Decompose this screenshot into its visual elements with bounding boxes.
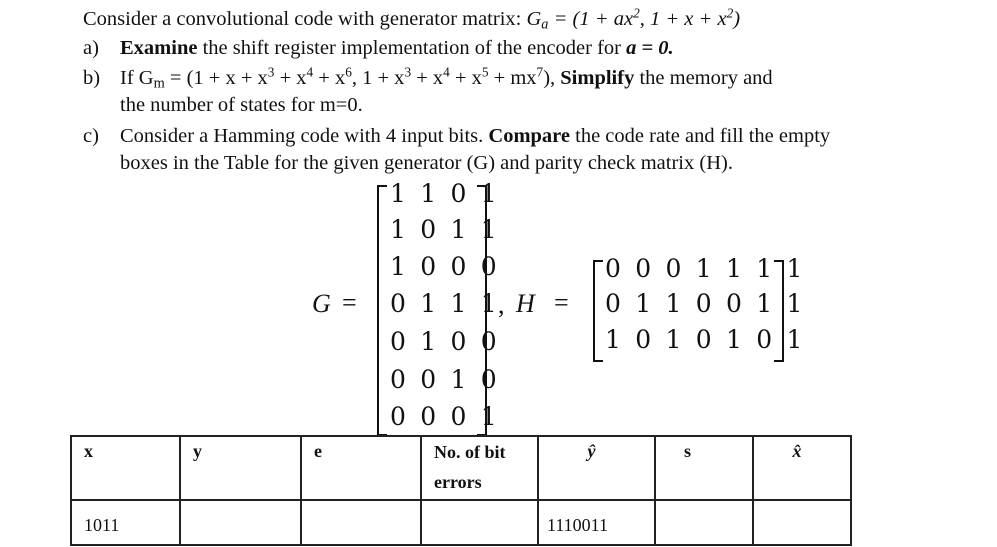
matrix-g-row: 0 0 1 0 <box>390 365 500 394</box>
table-cell-x-hat[interactable] <box>753 500 851 545</box>
table-header-cell <box>753 436 851 500</box>
matrix-h-left-bracket <box>593 260 603 362</box>
part-b-line-2 <box>120 93 363 117</box>
matrix-g-row: 1 0 0 0 <box>390 252 500 281</box>
matrix-g-row: 0 1 0 0 <box>390 327 500 356</box>
matrix-g-left-bracket <box>377 185 387 436</box>
part-b-formula: If $G_m = (1 + x + x^3 + x^4 + x^6$, $1 + x^3 + x^4 + x^5 + mx^7$), Simplify the memory and <box>120 64 773 92</box>
part-b-marker: b) <box>83 67 101 89</box>
table-header-cell: e <box>301 436 421 500</box>
y-hat-label: ŷ <box>587 441 596 461</box>
part-c-text-pre: Consider a Hamming code with 4 input bits. <box>120 125 489 147</box>
intro-line <box>83 7 740 31</box>
table-header-cell: x <box>71 436 180 500</box>
matrix-g-row: 0 0 0 1 <box>390 402 500 431</box>
table-row <box>71 500 851 545</box>
matrix-h-equals: = <box>554 288 569 317</box>
table-cell-e[interactable] <box>301 500 421 545</box>
part-a-line <box>83 36 674 60</box>
table-header-cell: No. of bit errors <box>421 436 538 500</box>
part-c-line-1 <box>83 124 830 148</box>
part-a-condition: a = 0. <box>626 37 674 59</box>
matrix-separator: , <box>498 290 505 319</box>
intro-formula: $G_a = (1 + ax^2$, $1 + x + x^2$) <box>526 5 741 33</box>
part-a-verb: Examine <box>120 37 198 59</box>
table-header-row <box>71 436 851 500</box>
matrix-h-row: 0 0 0 1 1 1 1 <box>605 254 806 283</box>
part-c-text-2: boxes in the Table for the given generator (G) and parity check matrix (H). <box>120 152 733 174</box>
table-header-cell: y <box>180 436 301 500</box>
matrix-h-row: 1 0 1 0 1 0 1 <box>605 325 806 354</box>
intro-text: Consider a convolutional code with generator matrix: <box>83 8 527 30</box>
part-b-text: the number of states for m=0. <box>120 94 363 116</box>
table-header-cell: s <box>655 436 753 500</box>
matrix-g-row: 1 1 0 1 <box>390 179 500 208</box>
part-b-line-1 <box>83 66 773 90</box>
part-c-line-2 <box>120 151 733 175</box>
part-c-marker: c) <box>83 125 99 147</box>
x-hat-label: x̂ <box>792 441 802 461</box>
table-cell-s[interactable] <box>655 500 753 545</box>
matrix-g-equals: = <box>342 288 357 317</box>
table-cell-bit-errors[interactable] <box>421 500 538 545</box>
matrix-g-row: 0 1 1 1 <box>390 289 500 318</box>
results-table <box>70 435 852 546</box>
table-cell-y-hat: 1110011 <box>538 500 655 545</box>
table-cell-x: 1011 <box>71 500 180 545</box>
table-header-cell <box>538 436 655 500</box>
matrix-g-label: G <box>312 289 331 318</box>
part-a-text: the shift register implementation of the encoder for <box>197 37 627 59</box>
part-c-verb: Compare <box>488 125 571 147</box>
part-c-text-post: the code rate and fill the empty <box>570 125 831 147</box>
matrix-h-row: 0 1 1 0 0 1 1 <box>605 289 806 318</box>
matrix-h-label: H <box>516 289 535 318</box>
part-a-marker: a) <box>83 37 99 59</box>
matrix-g-row: 1 0 1 1 <box>390 215 500 244</box>
table-cell-y[interactable] <box>180 500 301 545</box>
